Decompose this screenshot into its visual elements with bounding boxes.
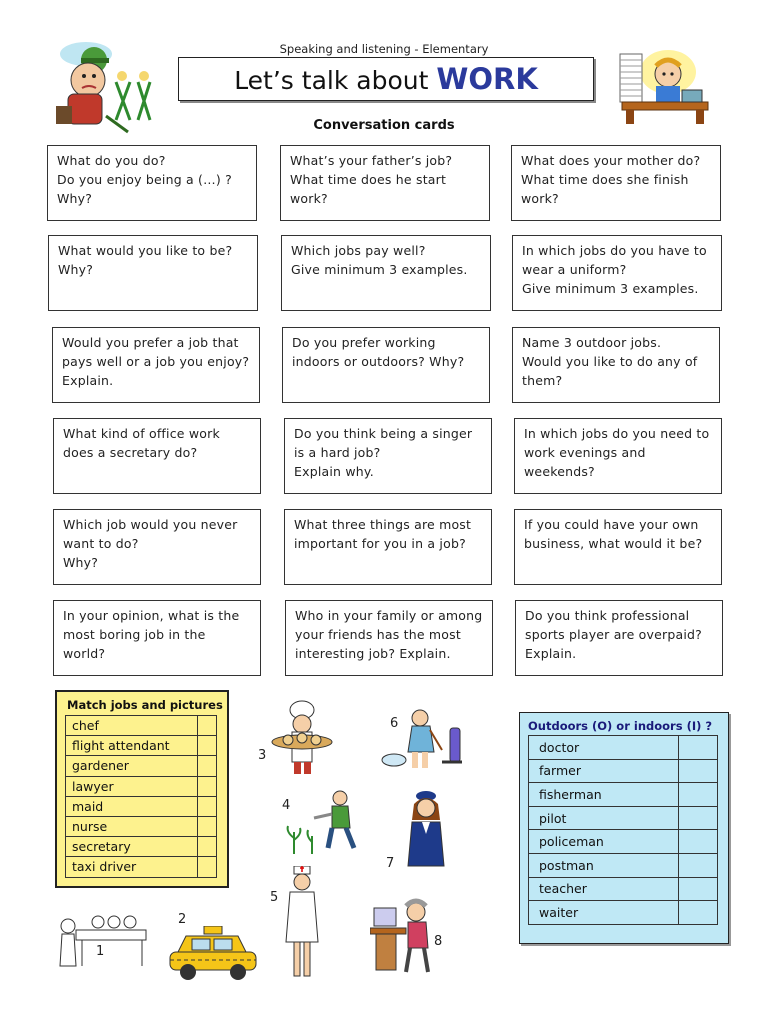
picture-number-6: 6 xyxy=(390,716,399,731)
outdoors-indoors-answer-cell[interactable] xyxy=(679,759,718,783)
outdoors-indoors-job-label: farmer xyxy=(529,759,679,783)
match-job-label: chef xyxy=(66,716,198,736)
match-answer-cell[interactable] xyxy=(198,837,217,857)
outdoors-indoors-answer-cell[interactable] xyxy=(679,901,718,925)
match-job-label: taxi driver xyxy=(66,857,198,877)
match-job-label: gardener xyxy=(66,756,198,776)
picture-number-2: 2 xyxy=(178,912,187,927)
picture-number-1: 1 xyxy=(96,944,105,959)
conversation-card: What would you like to be? Why? xyxy=(48,235,258,311)
taxi-clipart xyxy=(166,926,260,984)
conversation-card: Who in your family or among your friends has the most interesting job? Explain. xyxy=(285,600,493,676)
match-job-row xyxy=(66,756,217,776)
outdoors-indoors-job-label: waiter xyxy=(529,901,679,925)
outdoors-indoors-row xyxy=(529,901,718,925)
nurse-clipart xyxy=(282,866,322,982)
picture-number-3: 3 xyxy=(258,748,267,763)
match-job-label: nurse xyxy=(66,816,198,836)
conversation-cards-heading: Conversation cards xyxy=(313,118,455,133)
match-answer-cell[interactable] xyxy=(198,857,217,877)
conversation-card: If you could have your own business, what would it be? xyxy=(514,509,722,585)
conversation-card: Which jobs pay well? Give minimum 3 examples. xyxy=(281,235,491,311)
match-job-row xyxy=(66,776,217,796)
gardener-clipart xyxy=(284,788,372,858)
outdoors-indoors-heading: Outdoors (O) or indoors (I) ? xyxy=(528,719,713,733)
conversation-card: In which jobs do you need to work evenings and weekends? xyxy=(514,418,722,494)
match-answer-cell[interactable] xyxy=(198,736,217,756)
outdoors-indoors-answer-cell[interactable] xyxy=(679,736,718,760)
match-answer-cell[interactable] xyxy=(198,776,217,796)
outdoors-indoors-row xyxy=(529,783,718,807)
title-text: Let’s talk about xyxy=(234,66,437,95)
picture-number-4: 4 xyxy=(282,798,291,813)
match-job-row xyxy=(66,736,217,756)
conversation-card: What do you do? Do you enjoy being a (…) ? Why? xyxy=(47,145,257,221)
conversation-card: What kind of office work does a secretary do? xyxy=(53,418,261,494)
office-worker-clipart xyxy=(612,44,716,126)
outdoors-indoors-table xyxy=(528,735,718,925)
conversation-card: What three things are most important for you in a job? xyxy=(284,509,492,585)
match-job-row xyxy=(66,816,217,836)
outdoors-indoors-answer-cell[interactable] xyxy=(679,853,718,877)
match-answer-cell[interactable] xyxy=(198,816,217,836)
outdoors-indoors-answer-cell[interactable] xyxy=(679,877,718,901)
match-job-label: flight attendant xyxy=(66,736,198,756)
conversation-card: Do you think professional sports player are overpaid? Explain. xyxy=(515,600,723,676)
conversation-card: What’s your father’s job? What time does he start work? xyxy=(280,145,490,221)
outdoors-indoors-answer-cell[interactable] xyxy=(679,783,718,807)
conversation-card: Name 3 outdoor jobs. Would you like to do any of them? xyxy=(512,327,720,403)
conversation-card: Would you prefer a job that pays well or a job you enjoy? Explain. xyxy=(52,327,260,403)
worksheet-subtitle: Speaking and listening - Elementary xyxy=(279,42,489,56)
picture-number-8: 8 xyxy=(434,934,443,949)
match-job-row xyxy=(66,837,217,857)
outdoors-indoors-job-label: fisherman xyxy=(529,783,679,807)
conversation-card: Do you think being a singer is a hard job? Explain why. xyxy=(284,418,492,494)
match-answer-cell[interactable] xyxy=(198,716,217,736)
conversation-card: Do you prefer working indoors or outdoors? Why? xyxy=(282,327,490,403)
chef-clipart xyxy=(270,700,340,780)
outdoors-indoors-row xyxy=(529,877,718,901)
match-jobs-table xyxy=(65,715,217,878)
conversation-card: In your opinion, what is the most boring job in the world? xyxy=(53,600,261,676)
conversation-card: What does your mother do? What time does she finish work? xyxy=(511,145,721,221)
match-job-row xyxy=(66,857,217,877)
outdoors-indoors-row xyxy=(529,853,718,877)
secretary-clipart xyxy=(370,898,443,978)
outdoors-indoors-row xyxy=(529,830,718,854)
match-job-row xyxy=(66,796,217,816)
flight-attendant-clipart xyxy=(398,788,454,870)
match-jobs-heading: Match jobs and pictures xyxy=(67,698,223,712)
match-jobs-panel xyxy=(55,690,229,888)
conversation-card: In which jobs do you have to wear a uniform? Give minimum 3 examples. xyxy=(512,235,722,311)
outdoors-indoors-row xyxy=(529,759,718,783)
match-answer-cell[interactable] xyxy=(198,756,217,776)
conversation-card: Which job would you never want to do? Why? xyxy=(53,509,261,585)
outdoors-indoors-row xyxy=(529,806,718,830)
match-answer-cell[interactable] xyxy=(198,796,217,816)
outdoors-indoors-answer-cell[interactable] xyxy=(679,806,718,830)
match-job-row xyxy=(66,716,217,736)
match-job-label: lawyer xyxy=(66,776,198,796)
outdoors-indoors-row xyxy=(529,736,718,760)
title-emphasis: WORK xyxy=(436,62,538,96)
outdoors-indoors-job-label: doctor xyxy=(529,736,679,760)
outdoors-indoors-job-label: pilot xyxy=(529,806,679,830)
lawyer-clipart xyxy=(52,910,150,968)
outdoors-indoors-answer-cell[interactable] xyxy=(679,830,718,854)
outdoors-indoors-job-label: policeman xyxy=(529,830,679,854)
outdoors-indoors-job-label: postman xyxy=(529,853,679,877)
match-job-label: maid xyxy=(66,796,198,816)
picture-number-7: 7 xyxy=(386,856,395,871)
picture-number-5: 5 xyxy=(270,890,279,905)
match-job-label: secretary xyxy=(66,837,198,857)
outdoors-indoors-job-label: teacher xyxy=(529,877,679,901)
worksheet-title xyxy=(178,57,594,101)
construction-worker-clipart xyxy=(46,36,166,136)
outdoors-indoors-panel xyxy=(519,712,729,944)
